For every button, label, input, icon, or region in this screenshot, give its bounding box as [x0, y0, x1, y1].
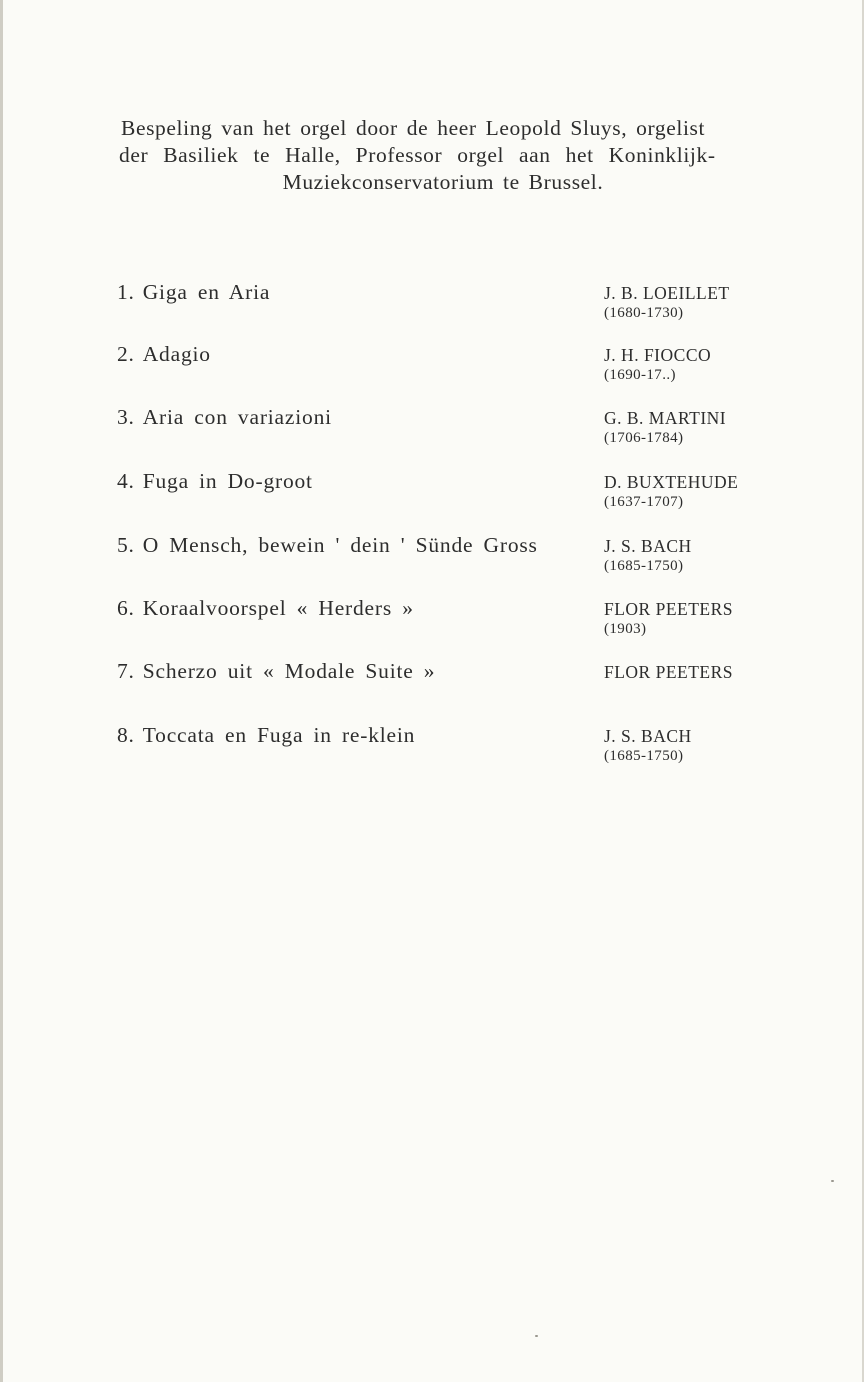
- piece-title-text: Toccata en Fuga in re-klein: [142, 723, 416, 747]
- piece-number: 4.: [117, 469, 135, 493]
- composer-name: J. H. FIOCCO: [604, 345, 712, 365]
- piece-number: 3.: [117, 405, 135, 429]
- program-item: [117, 659, 777, 719]
- composer-name: FLOR PEETERS: [604, 662, 734, 682]
- piece-title: [117, 342, 211, 367]
- piece-title-text: Koraalvoorspel « Herders »: [142, 596, 414, 620]
- composer-name: FLOR PEETERS: [604, 599, 734, 619]
- piece-title: [117, 533, 538, 558]
- piece-number: 2.: [117, 342, 135, 366]
- piece-title-text: Aria con variazioni: [142, 405, 332, 429]
- piece-number: 7.: [117, 659, 135, 683]
- piece-title-text: O Mensch, bewein ' dein ' Sünde Gross: [142, 533, 538, 557]
- piece-title: [117, 469, 313, 494]
- piece-title: [117, 280, 270, 305]
- piece-title: [117, 405, 332, 430]
- composer-name: J. S. BACH: [604, 726, 692, 746]
- piece-number: 8.: [117, 723, 135, 747]
- piece-number: 1.: [117, 280, 135, 304]
- piece-title: [117, 596, 414, 621]
- composer-dates: (1680-1730): [604, 305, 684, 321]
- piece-title-text: Adagio: [142, 342, 211, 366]
- piece-title: [117, 723, 415, 748]
- piece-number: 5.: [117, 533, 135, 557]
- program-item: [117, 533, 777, 593]
- composer-name: J. S. BACH: [604, 536, 692, 556]
- composer-dates: (1685-1750): [604, 748, 684, 764]
- composer-dates: (1685-1750): [604, 558, 684, 574]
- paper-speck: [535, 1335, 538, 1337]
- program-item: [117, 405, 777, 465]
- intro-line-3: Muziekconservatorium te Brussel.: [282, 170, 604, 194]
- piece-title-text: Fuga in Do-groot: [142, 469, 313, 493]
- composer-dates: (1637-1707): [604, 494, 684, 510]
- piece-title-text: Giga en Aria: [142, 280, 271, 304]
- program-item: [117, 280, 777, 340]
- program-item: [117, 723, 777, 783]
- composer-dates: (1903): [604, 621, 647, 637]
- composer-name: J. B. LOEILLET: [604, 283, 730, 303]
- composer-name: D. BUXTEHUDE: [604, 472, 739, 492]
- paper-speck: [831, 1180, 834, 1182]
- piece-number: 6.: [117, 596, 135, 620]
- program-item: [117, 469, 777, 529]
- composer-dates: (1690-17..): [604, 367, 676, 383]
- intro-line-2: der Basiliek te Halle, Professor orgel aan het Koninklijk-: [119, 143, 716, 167]
- intro-paragraph: [113, 115, 773, 196]
- composer-name: G. B. MARTINI: [604, 408, 727, 428]
- piece-title-text: Scherzo uit « Modale Suite »: [142, 659, 436, 683]
- program-item: [117, 342, 777, 402]
- intro-line-1: Bespeling van het orgel door de heer Leopold Sluys, orgelist: [121, 116, 706, 140]
- piece-title: [117, 659, 435, 684]
- program-item: [117, 596, 777, 656]
- composer-dates: (1706-1784): [604, 430, 684, 446]
